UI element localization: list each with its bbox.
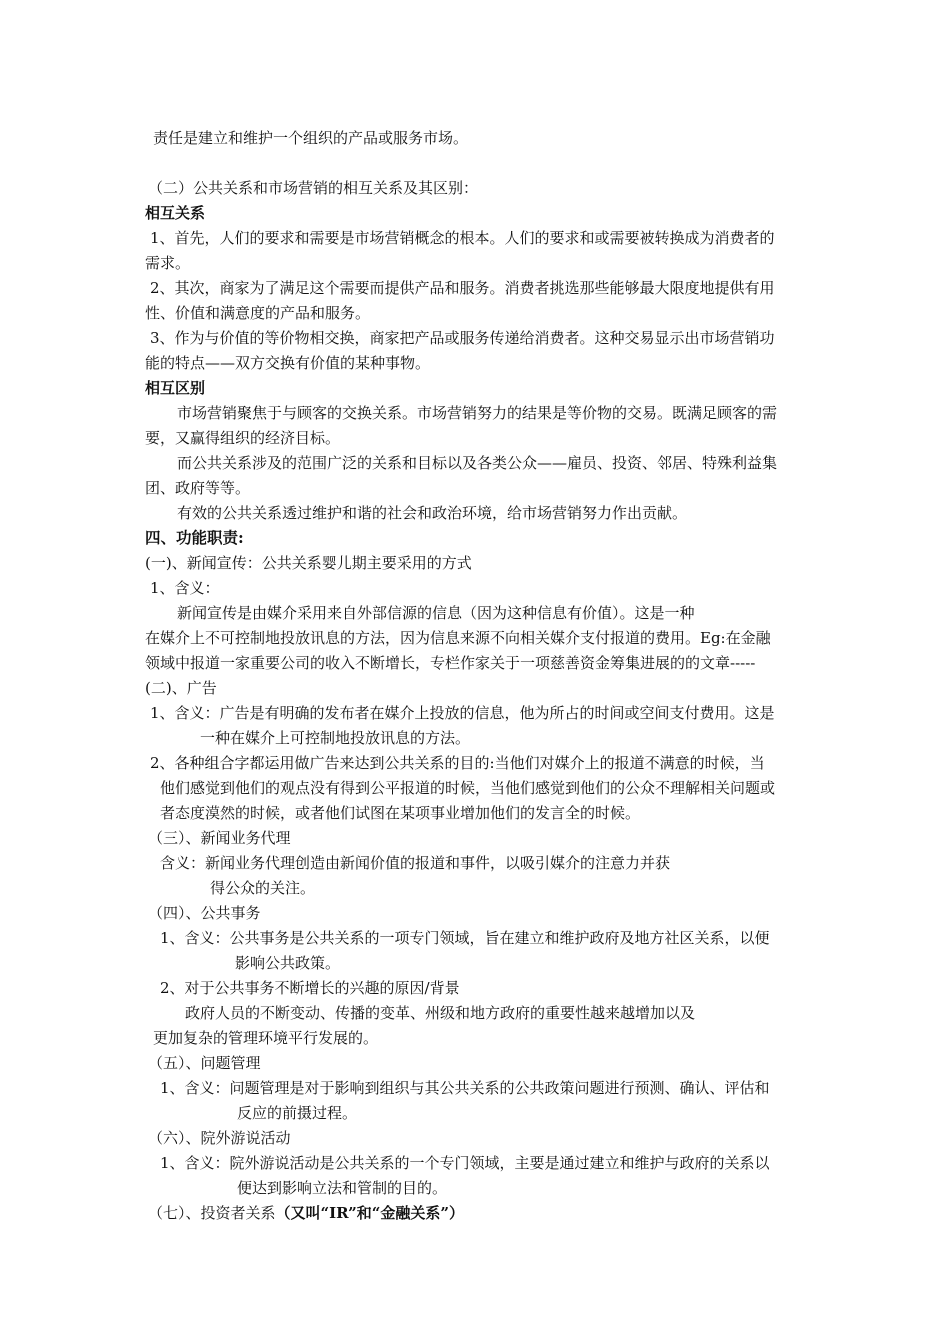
text-line [148, 1203, 464, 1223]
text-line: 1、首先，人们的要求和需要是市场营销概念的根本。人们的要求和或需要被转换成为消费者的 [150, 229, 775, 247]
text-line: 3、作为与价值的等价物相交换，商家把产品或服务传递给消费者。这种交易显示出市场营销功 [150, 329, 775, 347]
text-line: 含义：新闻业务代理创造由新闻价值的报道和事件，以吸引媒介的注意力并获 [160, 854, 671, 872]
text-line: 1、含义：广告是有明确的发布者在媒介上投放的信息，他为所占的时间或空间支付费用。这是 [150, 704, 775, 722]
text-line: 政府人员的不断变动、传播的变革、州级和地方政府的重要性越来越增加以及 [185, 1004, 696, 1022]
subheading: 相互关系 [145, 204, 206, 222]
text-line: 影响公共政策。 [235, 954, 341, 972]
text-line: 2、其次，商家为了满足这个需要而提供产品和服务。消费者挑选那些能够最大限度地提供有用 [150, 279, 775, 297]
text-line: 得公众的关注。 [210, 879, 316, 897]
text-line: 2、对于公共事务不断增长的兴趣的原因/背景 [160, 979, 460, 997]
text-line: （六）、院外游说活动 [148, 1129, 291, 1147]
text-line: 领域中报道一家重要公司的收入不断增长，专栏作家关于一项慈善资金筹集进展的的文章----- [145, 654, 756, 672]
text-line: 1、含义：问题管理是对于影响到组织与其公共关系的公共政策问题进行预测、确认、评估和 [160, 1079, 770, 1097]
text-line: 一种在媒介上可控制地投放讯息的方法。 [200, 729, 471, 747]
text-line: 更加复杂的管理环境平行发展的。 [153, 1029, 379, 1047]
text-line: （三）、新闻业务代理 [148, 829, 291, 847]
text-line: (一)、新闻宣传：公共关系婴儿期主要采用的方式 [145, 554, 472, 572]
section-title-note: （又叫“IR”和“金融关系”） [275, 1204, 464, 1222]
text-line: 团、政府等等。 [145, 479, 251, 497]
subheading: 相互区别 [145, 379, 206, 397]
text-line: 要，又赢得组织的经济目标。 [145, 429, 341, 447]
text-line: (二)、广告 [145, 679, 217, 697]
text-line: 有效的公共关系透过维护和谐的社会和政治环境，给市场营销努力作出贡献。 [177, 504, 688, 522]
text-line: 便达到影响立法和管制的目的。 [237, 1179, 448, 1197]
text-line: 2、各种组合字都运用做广告来达到公共关系的目的:当他们对媒介上的报道不满意的时候，当 [150, 754, 765, 772]
text-line: 他们感觉到他们的观点没有得到公平报道的时候，当他们感觉到他们的公众不理解相关问题或 [160, 779, 776, 797]
text-line: 需求。 [145, 254, 191, 272]
section-heading: 四、功能职责: [145, 528, 244, 547]
text-line: （四）、公共事务 [148, 904, 261, 922]
text-line: 反应的前摄过程。 [237, 1104, 358, 1122]
text-line: （五）、问题管理 [148, 1054, 261, 1072]
section-title: （七）、投资者关系 [148, 1204, 276, 1222]
text-line: 能的特点——双方交换有价值的某种事物。 [145, 354, 431, 372]
text-line: 1、含义：公共事务是公共关系的一项专门领域，旨在建立和维护政府及地方社区关系，以便 [160, 929, 770, 947]
text-line: 市场营销聚焦于与顾客的交换关系。市场营销努力的结果是等价物的交易。既满足顾客的需 [177, 404, 778, 422]
text-line: 1、含义： [150, 579, 220, 597]
text-line: 在媒介上不可控制地投放讯息的方法，因为信息来源不向相关媒介支付报道的费用。Eg:在金融 [145, 629, 771, 647]
text-line: 责任是建立和维护一个组织的产品或服务市场。 [153, 129, 469, 147]
text-line: 者态度漠然的时候，或者他们试图在某项事业增加他们的发言全的时候。 [160, 804, 641, 822]
text-line: 新闻宣传是由媒介采用来自外部信源的信息（因为这种信息有价值）。这是一种 [177, 604, 695, 622]
section-heading: （二）公共关系和市场营销的相互关系及其区别： [148, 179, 479, 197]
text-line: 1、含义：院外游说活动是公共关系的一个专门领域，主要是通过建立和维护与政府的关系以 [160, 1154, 770, 1172]
text-line: 而公共关系涉及的范围广泛的关系和目标以及各类公众——雇员、投资、邻居、特殊利益集 [177, 454, 778, 472]
text-line: 性、价值和满意度的产品和服务。 [145, 304, 371, 322]
